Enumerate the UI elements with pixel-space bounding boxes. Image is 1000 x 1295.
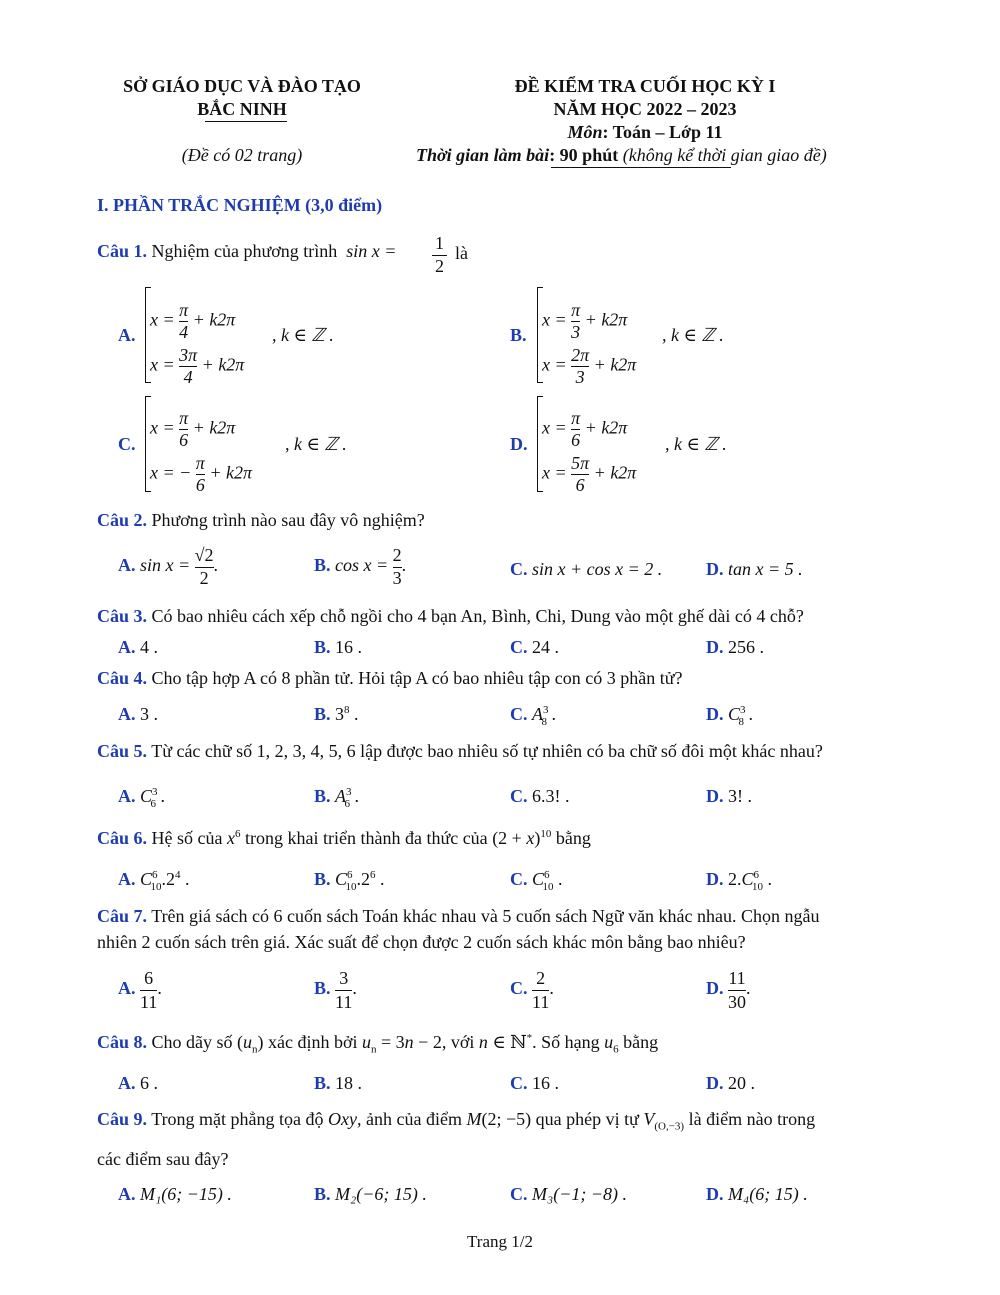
- q1-opt-a-line1: x = $\frac{\pi}{4}$ + k2π: [150, 300, 236, 342]
- q2-opt-a[interactable]: A. sin x = $\frac{√2}{2}$ .: [118, 545, 219, 588]
- dept-name: SỞ GIÁO DỤC VÀ ĐÀO TẠO: [123, 76, 361, 96]
- q6-opt-c[interactable]: C. $C^6_{10}$ .: [510, 869, 563, 893]
- q2-opt-c[interactable]: C. sin x + cos x = 2 .: [510, 559, 663, 579]
- q2-opt-c-letter: C.: [510, 559, 528, 579]
- q8-label: Câu 8.: [97, 1032, 148, 1052]
- q4-opt-a[interactable]: A. 3 .: [118, 704, 158, 724]
- q8-text-a: Cho dãy số: [151, 1032, 233, 1052]
- q1-opt-d-line1: x = $\frac{\pi}{6}$ + k2π: [542, 408, 628, 450]
- q2-opt-a-letter: A.: [118, 555, 136, 576]
- q5-label: Câu 5.: [97, 741, 148, 761]
- q2-text: Phương trình nào sau đây vô nghiệm?: [151, 510, 425, 530]
- q8-opt-a[interactable]: A. 6 .: [118, 1073, 158, 1093]
- q4-opt-d[interactable]: D. $C^3_8$ .: [706, 704, 754, 728]
- q9-text-a: Trong mặt phẳng tọa độ: [151, 1109, 324, 1129]
- q9-opt-a[interactable]: A. M₁(6; −15) .: [118, 1184, 232, 1204]
- q6-text-c: bằng: [555, 828, 591, 848]
- q7-line2: nhiên 2 cuốn sách trên giá. Xác suất để chọn được 2 cuốn sách khác môn bằng bao nhiêu?: [97, 932, 746, 952]
- q4-opt-c[interactable]: C. $A^3_8$ .: [510, 704, 556, 728]
- q1-label: Câu 1.: [97, 241, 148, 261]
- question-7-line2: [97, 932, 746, 953]
- q5-opt-d[interactable]: D. 3! .: [706, 786, 752, 806]
- question-3: [97, 606, 804, 627]
- q1-opt-b-letter[interactable]: B.: [510, 325, 527, 345]
- q2-label: Câu 2.: [97, 510, 148, 530]
- q8-text-c: , với: [441, 1032, 475, 1052]
- q1-opt-a-letter[interactable]: A.: [118, 325, 136, 345]
- q4-label: Câu 4.: [97, 668, 148, 688]
- q1-opt-c-line1: x = $\frac{\pi}{6}$ + k2π: [150, 408, 236, 450]
- q6-text-b: trong khai triển thành đa thức của: [245, 828, 488, 848]
- subject-value: : Toán – Lớp 11: [602, 122, 723, 142]
- question-6: Câu 6. Hệ số của $x^6$ trong khai triển thành đa thức của $(2 + x)^{10}$ bằng: [97, 828, 591, 848]
- q4-opt-b[interactable]: B. $3^8$ .: [314, 704, 359, 724]
- q1-opt-a-line2: x = $\frac{3\pi}{4}$ + k2π: [150, 345, 245, 387]
- q6-text-a: Hệ số của: [151, 828, 223, 848]
- q7-opt-b[interactable]: B. $\frac{3}{11}$ .: [314, 968, 357, 1012]
- q4-text: Cho tập hợp A có 8 phần tử. Hỏi tập A có bao nhiêu tập con có 3 phần tử?: [151, 668, 683, 688]
- question-4: [97, 668, 682, 689]
- q9-label: Câu 9.: [97, 1109, 148, 1129]
- q2-opt-b-letter: B.: [314, 555, 331, 576]
- q3-opt-c[interactable]: C. 24 .: [510, 637, 559, 657]
- exam-title: ĐỀ KIỂM TRA CUỐI HỌC KỲ I: [514, 76, 776, 96]
- q5-opt-a[interactable]: A. $C^3_6$ .: [118, 786, 166, 810]
- q9-text-d: là điểm nào trong: [688, 1109, 816, 1129]
- q3-opt-a[interactable]: A. 4 .: [118, 637, 158, 657]
- q2-opt-b[interactable]: B. cos x = $\frac{2}{3}$ .: [314, 545, 407, 588]
- q9-opt-d[interactable]: D. M₄(6; 15) .: [706, 1184, 808, 1204]
- q7-opt-c[interactable]: C. $\frac{2}{11}$ .: [510, 968, 554, 1012]
- q3-opt-d[interactable]: D. 256 .: [706, 637, 764, 657]
- q7-opt-a[interactable]: A. $\frac{6}{11}$ .: [118, 968, 162, 1012]
- q1-opt-b-line1: x = $\frac{\pi}{3}$ + k2π: [542, 300, 628, 342]
- q1-opt-c-bracket: [145, 396, 146, 492]
- q6-opt-a[interactable]: A. $C^6_{10}.2^4$ .: [118, 869, 190, 893]
- q5-text: Từ các chữ số 1, 2, 3, 4, 5, 6 lập được bao nhiêu số tự nhiên có ba chữ số đôi một khác nhau?: [151, 741, 823, 761]
- question-5: [97, 741, 823, 762]
- q3-opt-b[interactable]: B. 16 .: [314, 637, 363, 657]
- q5-opt-b[interactable]: B. $A^3_6$ .: [314, 786, 360, 810]
- q6-opt-d[interactable]: D. $2.C^6_{10}$ .: [706, 869, 773, 893]
- q8-text-e: bằng: [623, 1032, 659, 1052]
- q1-fraction: 1 2: [432, 233, 447, 277]
- q8-opt-d[interactable]: D. 20 .: [706, 1073, 755, 1093]
- q1-equation: sin x =: [341, 241, 397, 261]
- time-label: Thời gian làm bài: [416, 145, 550, 165]
- q7-line1: Trên giá sách có 6 cuốn sách Toán khác nhau và 5 cuốn sách Ngữ văn khác nhau. Chọn ngẫu: [151, 906, 820, 926]
- time-line: [416, 145, 827, 166]
- q8-opt-c[interactable]: C. 16 .: [510, 1073, 559, 1093]
- time-underline: [551, 167, 731, 168]
- q1-opt-c-tail: , k ∈ ℤ .: [285, 434, 347, 454]
- question-9: Câu 9. Trong mặt phẳng tọa độ Oxy, ảnh của điểm M(2; −5) qua phép vị tự $V_{(O,-3)}$ là điểm nào trong: [97, 1109, 816, 1133]
- q3-text: Có bao nhiêu cách xếp chỗ ngồi cho 4 bạn An, Bình, Chi, Dung vào một ghế dài có 4 chỗ?: [151, 606, 804, 626]
- q7-opt-d[interactable]: D. $\frac{11}{30}$ .: [706, 968, 751, 1012]
- school-year: NĂM HỌC 2022 – 2023: [553, 99, 737, 119]
- q2-opt-d[interactable]: D. tan x = 5 .: [706, 559, 803, 579]
- subject-line: [440, 122, 850, 143]
- q9-line2: các điểm sau đây?: [97, 1149, 229, 1169]
- time-note: (không kể thời gian giao đề): [622, 145, 827, 165]
- q9-text-c: qua phép vị tự: [535, 1109, 639, 1129]
- province-name: BẮC NINH: [197, 99, 287, 119]
- question-9-line2: [97, 1149, 228, 1170]
- question-8: Câu 8. Cho dãy số $(u_n)$ xác định bởi $u_n = 3n - 2$, với n ∈ ℕ*. Số hạng $u_6$ bằng: [97, 1032, 659, 1056]
- q1-text: Nghiệm của phương trình: [151, 241, 338, 261]
- question-1: [97, 241, 396, 262]
- q1-opt-b-bracket: [537, 287, 538, 383]
- q1-tail: là: [455, 243, 468, 263]
- page-footer: Trang 1/2: [467, 1232, 533, 1251]
- q5-opt-c[interactable]: C. 6.3! .: [510, 786, 570, 806]
- q8-opt-b[interactable]: B. 18 .: [314, 1073, 363, 1093]
- q1-opt-b-line2: x = $\frac{2\pi}{3}$ + k2π: [542, 345, 637, 387]
- q1-opt-d-line2: x = $\frac{5\pi}{6}$ + k2π: [542, 453, 637, 495]
- q1-opt-d-letter[interactable]: D.: [510, 434, 528, 454]
- q1-opt-a-bracket: [145, 287, 146, 383]
- q8-text-b: xác định bởi: [268, 1032, 358, 1052]
- q1-opt-c-letter[interactable]: C.: [118, 434, 136, 454]
- page-count-note: (Đề có 02 trang): [181, 145, 303, 165]
- question-7: [97, 906, 820, 927]
- q9-opt-b[interactable]: B. M₂(−6; 15) .: [314, 1184, 427, 1204]
- question-2: [97, 510, 425, 531]
- q1-opt-a-tail: , k ∈ ℤ .: [272, 325, 334, 345]
- q9-text-b: , ảnh của điểm: [357, 1109, 462, 1129]
- province-underline: [205, 121, 287, 122]
- q9-opt-c[interactable]: C. M₃(−1; −8) .: [510, 1184, 628, 1204]
- q1-opt-b-tail: , k ∈ ℤ .: [662, 325, 724, 345]
- q8-text-d: . Số hạng: [532, 1032, 600, 1052]
- q1-opt-c-line2: x = − $\frac{\pi}{6}$ + k2π: [150, 453, 252, 495]
- q6-opt-b[interactable]: B. $C^6_{10}.2^6$ .: [314, 869, 385, 893]
- section-title: I. PHẦN TRẮC NGHIỆM (3,0 điểm): [97, 195, 383, 215]
- q6-label: Câu 6.: [97, 828, 148, 848]
- time-value: : 90 phút: [549, 145, 619, 165]
- q7-label: Câu 7.: [97, 906, 148, 926]
- q1-opt-d-bracket: [537, 396, 538, 492]
- subject-label: Môn: [567, 122, 603, 142]
- q1-opt-d-tail: , k ∈ ℤ .: [665, 434, 727, 454]
- q3-label: Câu 3.: [97, 606, 148, 626]
- q2-opt-d-letter: D.: [706, 559, 724, 579]
